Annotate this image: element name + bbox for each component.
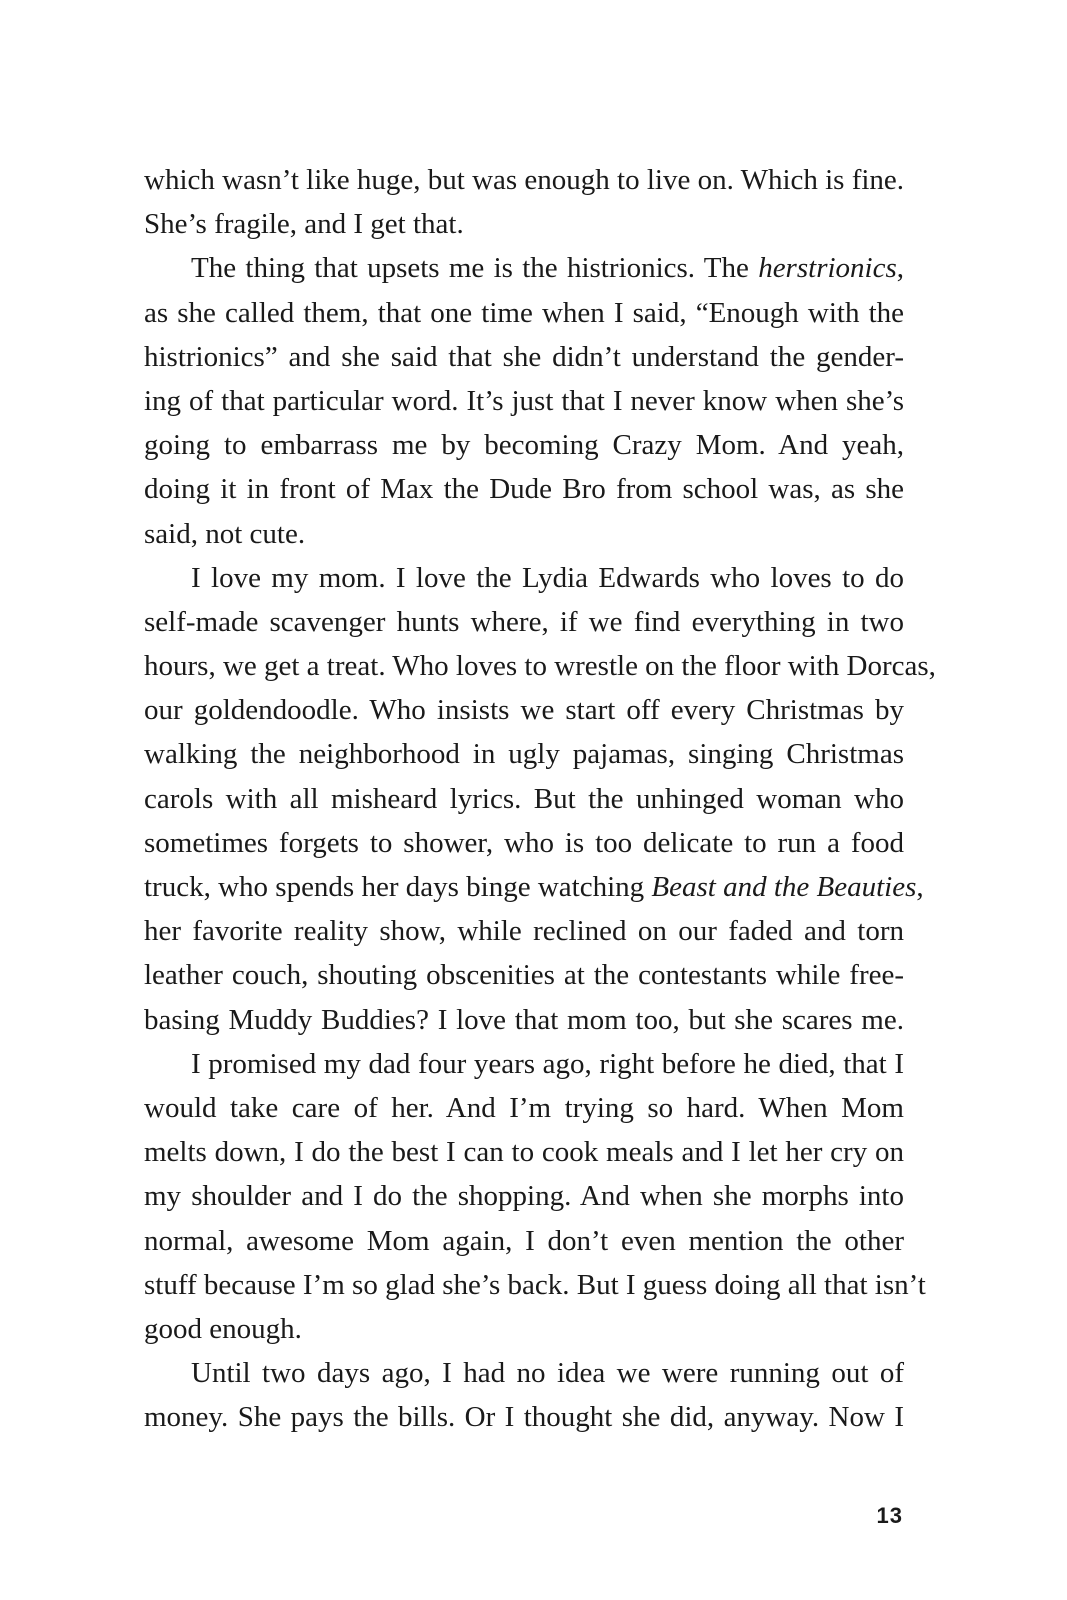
text-line: sometimes forgets to shower, who is too delicate to run a food [144, 826, 904, 859]
text-line: our goldendoodle. Who insists we start off every Christmas by [144, 694, 904, 727]
text-line: hours, we get a treat. Who loves to wrestle on the floor with Dorcas, [144, 650, 936, 683]
text-line: doing it in front of Max the Dude Bro from school was, as she [144, 473, 904, 506]
text-line: histrionics” and she said that she didn’t understand the gender- [144, 340, 904, 373]
text-line: self-made scavenger hunts where, if we find everything in two [144, 605, 904, 638]
text-line: She’s fragile, and I get that. [144, 208, 464, 241]
text-line: melts down, I do the best I can to cook meals and I let her cry on [144, 1136, 904, 1169]
text-line: normal, awesome Mom again, I don’t even mention the other [144, 1224, 904, 1257]
italic-title: Beast and the Beauties [651, 871, 917, 903]
text-line: walking the neighborhood in ugly pajamas, singing Christmas [144, 738, 904, 771]
text-line: going to embarrass me by becoming Crazy Mom. And yeah, [144, 429, 904, 462]
text-line: ing of that particular word. It’s just that I never know when she’s [144, 384, 904, 417]
text-line: stuff because I’m so glad she’s back. But I guess doing all that isn’t [144, 1268, 926, 1301]
text-line: her favorite reality show, while reclined on our faded and torn [144, 915, 904, 948]
text-line: said, not cute. [144, 517, 306, 550]
italic-word: herstrionics [758, 252, 897, 285]
text-line: would take care of her. And I’m trying so hard. When Mom [144, 1091, 904, 1124]
text-line: basing Muddy Buddies? I love that mom too, but she scares me. [144, 1003, 904, 1036]
text-line: good enough. [144, 1312, 302, 1345]
text-line: Until two days ago, I had no idea we were running out of [191, 1357, 904, 1390]
text-line: money. She pays the bills. Or I thought she did, anyway. Now I [144, 1401, 904, 1434]
text-line: The thing that upsets me is the histrionics. The herstrionics, [191, 252, 904, 285]
text-line: I love my mom. I love the Lydia Edwards who loves to do [191, 561, 904, 594]
text-line: as she called them, that one time when I said, “Enough with the [144, 296, 904, 329]
page-number: 13 [876, 1503, 903, 1528]
text-line: leather couch, shouting obscenities at the contestants while free- [144, 959, 904, 992]
body-text [144, 158, 936, 1439]
text-line: I promised my dad four years ago, right before he died, that I [191, 1047, 904, 1080]
text-line: carols with all misheard lyrics. But the unhinged woman who [144, 782, 904, 815]
text-line: which wasn’t like huge, but was enough to live on. Which is fine. [144, 164, 905, 196]
text-line: truck, who spends her days binge watching Beast and the Beauties, [144, 871, 924, 903]
text-line: my shoulder and I do the shopping. And when she morphs into [144, 1180, 904, 1213]
